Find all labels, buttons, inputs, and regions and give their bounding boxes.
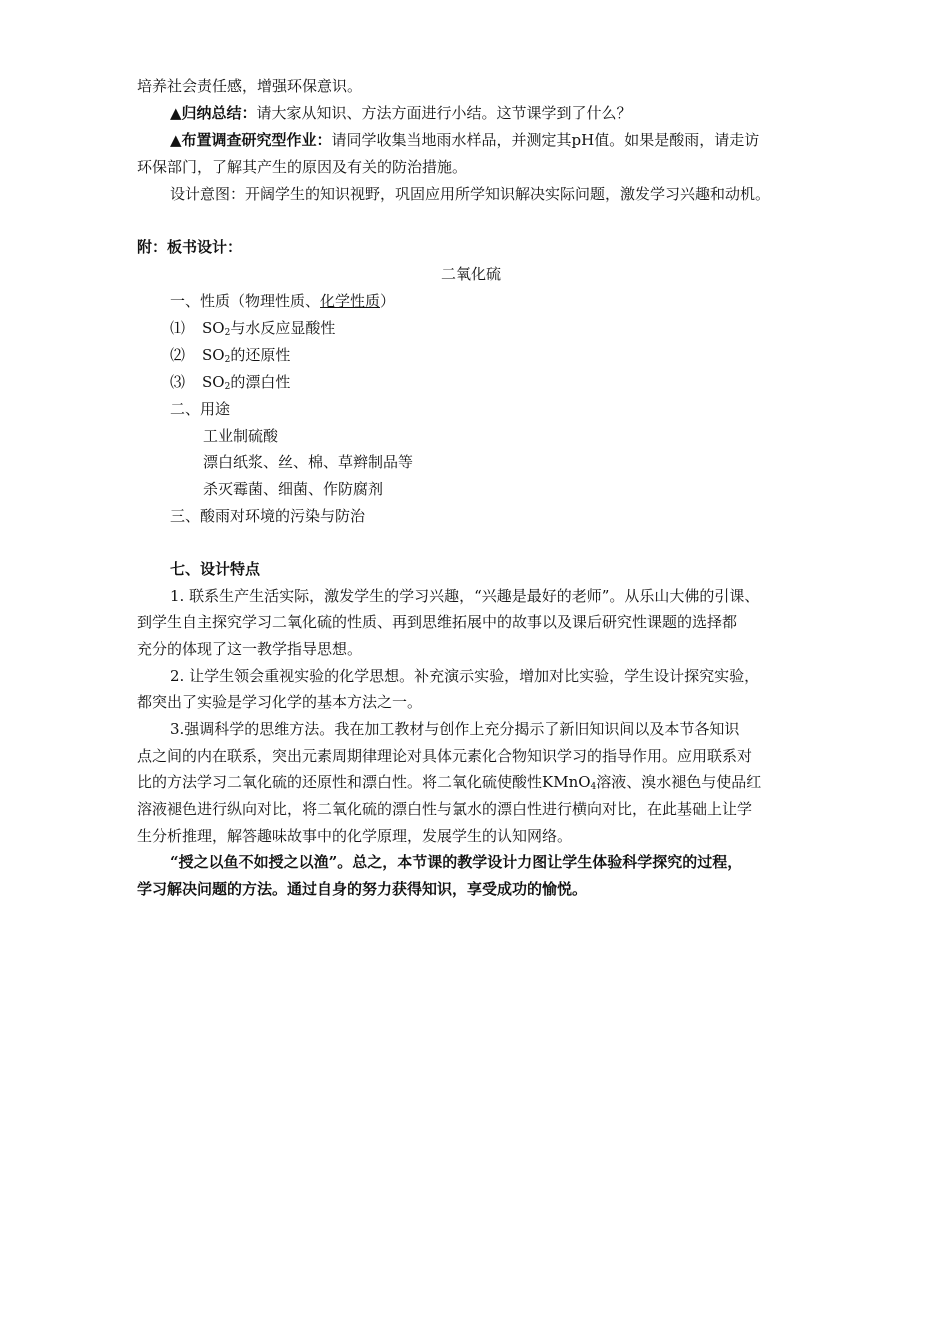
- feature-paragraph-1-cont: 充分的体现了这一教学指导思想。: [137, 640, 363, 658]
- design-intent: 设计意图：开阔学生的知识视野，巩固应用所学知识解决实际问题，激发学习兴趣和动机。: [170, 185, 771, 203]
- feature-paragraph-1-cont: 到学生自主探究学习二氧化硫的性质、再到思维拓展中的故事以及课后研究性课题的选择都: [137, 613, 738, 631]
- formula: SO: [202, 319, 225, 337]
- homework-label: ▲布置调查研究型作业：: [170, 131, 332, 149]
- board-section-acid-rain: 三、酸雨对环境的污染与防治: [170, 507, 366, 525]
- formula: SO: [202, 346, 225, 364]
- board-title: 二氧化硫: [441, 265, 502, 283]
- conclusion-paragraph-cont: 学习解决问题的方法。通过自身的努力获得知识，享受成功的愉悦。: [137, 880, 588, 898]
- property-item: [170, 345, 290, 365]
- features-heading: 七、设计特点: [170, 560, 261, 578]
- item-text: 与水反应显酸性: [230, 319, 336, 337]
- item-number: ⑵: [170, 346, 186, 364]
- feature-paragraph-3-cont: 生分析推理，解答趣味故事中的化学原理，发展学生的认知网络。: [137, 827, 573, 845]
- use-item: 杀灭霉菌、细菌、作防腐剂: [203, 480, 384, 498]
- feature-paragraph-3-cont: 点之间的内在联系，突出元素周期律理论对具体元素化合物知识学习的指导作用。应用联系对: [137, 747, 753, 765]
- homework-paragraph: [170, 130, 759, 150]
- formula-subscript: 2: [224, 355, 231, 365]
- property-item: [170, 372, 290, 392]
- formula: SO: [202, 373, 225, 391]
- feature-paragraph-3-cont: 溶液褪色进行纵向对比，将二氧化硫的漂白性与氯水的漂白性进行横向对比，在此基础上让学: [137, 800, 753, 818]
- feature-paragraph-1: 1. 联系生产生活实际，激发学生的学习兴趣，“兴趣是最好的老师”。从乐山大佛的引课、: [170, 587, 760, 605]
- board-section-uses: 二、用途: [170, 400, 231, 418]
- board-section-properties: [170, 291, 395, 311]
- item-number: ⑴: [170, 319, 186, 337]
- item-text: 的漂白性: [230, 373, 291, 391]
- feature-paragraph-3-cont: [137, 772, 761, 792]
- board-heading: 附：板书设计：: [137, 238, 243, 256]
- feature-paragraph-2: 2. 让学生领会重视实验的化学思想。补充演示实验，增加对比实验，学生设计探究实验，: [170, 667, 760, 685]
- formula-subscript: 2: [224, 328, 231, 338]
- summary-label: ▲归纳总结：: [170, 104, 257, 122]
- homework-text-cont: 环保部门，了解其产生的原因及有关的防治措施。: [137, 158, 468, 176]
- homework-text: 请同学收集当地雨水样品，并测定其pH值。如果是酸雨，请走访: [331, 131, 760, 149]
- item-number: ⑶: [170, 373, 186, 391]
- intro-line: 培养社会责任感，增强环保意识。: [137, 77, 363, 95]
- section-prefix: 一、性质（物理性质、: [170, 292, 321, 310]
- summary-text: 请大家从知识、方法方面进行小结。这节课学到了什么？: [256, 104, 632, 122]
- feature-paragraph-3: 3.强调科学的思维方法。我在加工教材与创作上充分揭示了新旧知识间以及本节各知识: [170, 720, 740, 738]
- formula-subscript: 2: [224, 382, 231, 392]
- summary-paragraph: [170, 103, 632, 123]
- item-text: 的还原性: [230, 346, 291, 364]
- section-suffix: ）: [380, 292, 396, 310]
- conclusion-paragraph: “授之以鱼不如授之以渔”。总之，本节课的教学设计力图让学生体验科学探究的过程，: [170, 853, 743, 871]
- text-part: 比的方法学习二氧化硫的还原性和漂白性。将二氧化硫使酸性KMnO: [137, 773, 591, 791]
- formula-subscript: 4: [590, 782, 597, 792]
- use-item: 工业制硫酸: [203, 427, 279, 445]
- use-item: 漂白纸浆、丝、棉、草辫制品等: [203, 453, 414, 471]
- feature-paragraph-2-cont: 都突出了实验是学习化学的基本方法之一。: [137, 693, 423, 711]
- text-part: 溶液、溴水褪色与使品红: [596, 773, 762, 791]
- property-item: [170, 318, 335, 338]
- chemical-properties-link: 化学性质: [320, 292, 381, 310]
